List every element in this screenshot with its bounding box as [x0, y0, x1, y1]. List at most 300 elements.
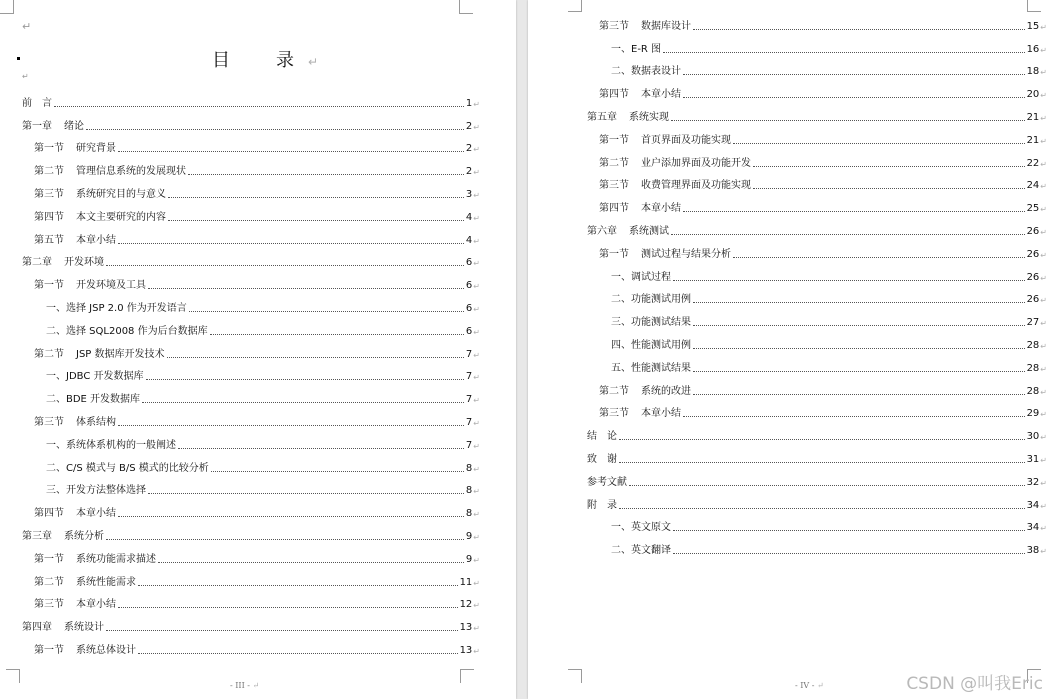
toc-page-number: 27 — [1026, 317, 1040, 329]
toc-entry[interactable] — [22, 202, 480, 225]
paragraph-mark: ↵ — [1040, 22, 1047, 32]
dot-leader — [673, 280, 1025, 281]
toc-list-left — [22, 88, 480, 658]
toc-entry-label — [34, 345, 165, 362]
toc-entry[interactable] — [587, 148, 1047, 171]
paragraph-mark: ↵ — [473, 236, 480, 246]
toc-page-number: 1 — [465, 97, 473, 109]
dot-leader — [211, 471, 464, 472]
toc-entry-label — [34, 185, 166, 202]
dot-leader — [629, 485, 1025, 486]
toc-entry[interactable] — [22, 453, 480, 476]
toc-entry[interactable] — [587, 444, 1047, 467]
toc-entry-label — [34, 641, 136, 658]
paragraph-mark: ↵ — [22, 72, 29, 81]
toc-entry-number: 第二节 — [34, 576, 64, 588]
toc-page-number: 4 — [465, 211, 473, 223]
toc-entry-text: 本章小结 — [76, 234, 116, 246]
toc-entry-text: 结 论 — [587, 431, 617, 443]
paragraph-mark: ↵ — [1040, 410, 1047, 420]
toc-entry-label — [611, 518, 671, 535]
toc-entry-label — [46, 459, 209, 476]
toc-entry[interactable] — [22, 362, 480, 385]
toc-entry-number: 第三节 — [34, 416, 64, 428]
dot-leader — [673, 530, 1025, 531]
toc-entry-text: 致 谢 — [587, 453, 617, 465]
toc-entry-number: 第一节 — [34, 553, 64, 565]
toc-entry[interactable] — [22, 476, 480, 499]
toc-entry-label — [46, 481, 146, 498]
toc-entry-label — [599, 382, 691, 399]
toc-entry[interactable] — [587, 353, 1047, 376]
toc-entry-label — [611, 290, 691, 307]
document-page-left — [0, 0, 516, 699]
toc-entry-label — [611, 62, 681, 79]
paragraph-mark: ↵ — [473, 168, 480, 178]
toc-entry[interactable] — [22, 590, 480, 613]
dot-leader — [671, 234, 1025, 235]
toc-entry-label — [34, 231, 116, 248]
toc-entry[interactable] — [22, 88, 480, 111]
toc-entry-text: 四、性能测试用例 — [611, 339, 691, 351]
toc-page-number: 34 — [1026, 499, 1040, 511]
toc-page-number: 6 — [465, 325, 473, 337]
toc-page-number: 25 — [1026, 203, 1040, 215]
paragraph-mark: ↵ — [1040, 227, 1047, 237]
crop-mark-top-left — [0, 0, 14, 14]
toc-entry[interactable] — [22, 156, 480, 179]
paragraph-mark: ↵ — [473, 396, 480, 406]
toc-entry-text: 系统研究目的与意义 — [76, 188, 166, 200]
toc-entry-text: 测试过程与结果分析 — [641, 248, 731, 260]
toc-entry-text: JSP 数据库开发技术 — [76, 348, 165, 360]
dot-leader — [693, 348, 1025, 349]
dot-leader — [158, 562, 464, 563]
dot-leader — [106, 265, 464, 266]
toc-entry-text: 系统分析 — [64, 530, 104, 542]
dot-leader — [683, 74, 1025, 75]
toc-entry-label — [611, 268, 671, 285]
toc-entry-label — [599, 245, 731, 262]
crop-mark-bottom-left — [6, 669, 20, 683]
toc-entry-text: 本文主要研究的内容 — [76, 211, 166, 223]
toc-entry-number: 第三章 — [22, 530, 52, 542]
toc-list-right — [587, 11, 1047, 558]
toc-entry-label — [587, 108, 669, 125]
toc-entry[interactable] — [587, 57, 1047, 80]
toc-entry-text: 研究背景 — [76, 143, 116, 155]
toc-page-number: 26 — [1026, 294, 1040, 306]
paragraph-mark: ↵ — [473, 555, 480, 565]
paragraph-mark: ↵ — [1040, 205, 1047, 215]
toc-entry-number: 第二节 — [599, 157, 629, 169]
paragraph-mark: ↵ — [473, 145, 480, 155]
toc-page-number: 22 — [1026, 157, 1040, 169]
toc-entry[interactable] — [587, 467, 1047, 490]
toc-entry[interactable] — [22, 270, 480, 293]
toc-entry[interactable] — [587, 285, 1047, 308]
paragraph-mark: ↵ — [1040, 250, 1047, 260]
toc-entry-label — [22, 527, 104, 544]
bullet-mark — [17, 57, 20, 60]
toc-entry-text: 收费管理界面及功能实现 — [641, 180, 751, 192]
toc-entry[interactable] — [22, 111, 480, 134]
toc-entry-label — [599, 154, 751, 171]
dot-leader — [673, 553, 1025, 554]
toc-page-number: 30 — [1026, 431, 1040, 443]
paragraph-mark: ↵ — [473, 578, 480, 588]
toc-entry-label — [587, 222, 669, 239]
toc-entry-number: 第一章 — [22, 120, 52, 132]
dot-leader — [693, 325, 1025, 326]
document-page-right — [528, 0, 1057, 699]
paragraph-mark: ↵ — [1040, 455, 1047, 465]
paragraph-mark: ↵ — [473, 601, 480, 611]
paragraph-mark: ↵ — [1040, 501, 1047, 511]
toc-page-number: 18 — [1026, 66, 1040, 78]
toc-entry-number: 第一节 — [34, 644, 64, 656]
paragraph-mark: ↵ — [473, 487, 480, 497]
toc-page-number: 26 — [1026, 271, 1040, 283]
dot-leader — [142, 402, 464, 403]
toc-page-number: 13 — [459, 622, 473, 634]
crop-mark-top-left — [568, 0, 582, 12]
dot-leader — [168, 197, 464, 198]
toc-entry[interactable] — [587, 239, 1047, 262]
dot-leader — [118, 425, 464, 426]
toc-entry-label — [599, 17, 691, 34]
dot-leader — [693, 29, 1025, 30]
dot-leader — [118, 151, 464, 152]
toc-entry-text: 绪论 — [64, 120, 84, 132]
dot-leader — [693, 371, 1025, 372]
dot-leader — [619, 508, 1025, 509]
toc-entry-label — [34, 208, 166, 225]
toc-entry-text: 系统性能需求 — [76, 576, 136, 588]
toc-entry-label — [46, 299, 187, 316]
dot-leader — [619, 439, 1025, 440]
toc-entry-number: 第四节 — [599, 89, 629, 101]
toc-entry[interactable] — [587, 490, 1047, 513]
toc-page-number: 2 — [465, 143, 473, 155]
paragraph-mark: ↵ — [1040, 433, 1047, 443]
csdn-watermark: CSDN @叫我Eric — [906, 674, 1043, 694]
dot-leader — [168, 220, 464, 221]
toc-entry-label — [611, 541, 671, 558]
paragraph-mark: ↵ — [1040, 319, 1047, 329]
toc-entry-label — [587, 496, 617, 513]
toc-page-number: 8 — [465, 485, 473, 497]
toc-entry-number: 第三节 — [34, 599, 64, 611]
toc-entry-text: 二、英文翻译 — [611, 545, 671, 557]
toc-entry-text: 二、功能测试用例 — [611, 294, 691, 306]
toc-entry-label — [46, 390, 140, 407]
toc-entry-label — [599, 131, 731, 148]
toc-entry-label — [611, 313, 691, 330]
toc-entry-label — [34, 573, 136, 590]
dot-leader — [118, 243, 464, 244]
toc-entry-number: 第一节 — [34, 280, 64, 292]
toc-entry-text: 系统设计 — [64, 622, 104, 634]
toc-entry-number: 第三节 — [34, 188, 64, 200]
toc-entry-number: 第五章 — [587, 111, 617, 123]
toc-entry[interactable] — [587, 34, 1047, 57]
toc-entry[interactable] — [587, 421, 1047, 444]
toc-entry-text: 系统测试 — [629, 225, 669, 237]
toc-page-number: 28 — [1026, 385, 1040, 397]
toc-entry-text: 一、系统体系机构的一般阐述 — [46, 439, 176, 451]
toc-entry-text: 系统的改进 — [641, 385, 691, 397]
toc-entry[interactable] — [587, 330, 1047, 353]
dot-leader — [693, 302, 1025, 303]
toc-entry-label — [22, 94, 52, 111]
toc-entry[interactable] — [587, 11, 1047, 34]
toc-entry[interactable] — [22, 384, 480, 407]
paragraph-mark: ↵ — [473, 418, 480, 428]
toc-entry-text: 本章小结 — [641, 203, 681, 215]
paragraph-mark: ↵ — [473, 646, 480, 656]
toc-page-number: 12 — [459, 599, 473, 611]
dot-leader — [118, 607, 458, 608]
toc-entry-number: 第二节 — [34, 166, 64, 178]
toc-page-number: 38 — [1026, 545, 1040, 557]
toc-entry-text: 二、BDE 开发数据库 — [46, 394, 141, 406]
toc-page-number: 8 — [465, 508, 473, 520]
toc-entry[interactable] — [587, 79, 1047, 102]
toc-entry[interactable] — [587, 216, 1047, 239]
dot-leader — [663, 52, 1025, 53]
crop-mark-bottom-right — [460, 669, 474, 683]
toc-entry-label — [34, 162, 186, 179]
toc-entry[interactable] — [22, 635, 480, 658]
toc-entry-number: 第二节 — [34, 348, 64, 360]
crop-mark-bottom-left — [568, 669, 582, 683]
paragraph-mark: ↵ — [1040, 45, 1047, 55]
toc-page-number: 11 — [459, 576, 473, 588]
toc-entry-text: 系统总体设计 — [76, 644, 136, 656]
toc-entry[interactable] — [22, 567, 480, 590]
toc-page-number: 20 — [1026, 89, 1040, 101]
toc-entry-text: 本章小结 — [76, 508, 116, 520]
toc-entry-text: 首页界面及功能实现 — [641, 134, 731, 146]
toc-page-number: 7 — [465, 394, 473, 406]
toc-entry[interactable] — [22, 179, 480, 202]
paragraph-mark: ↵ — [473, 441, 480, 451]
toc-page-number: 32 — [1026, 476, 1040, 488]
paragraph-mark: ↵ — [1040, 364, 1047, 374]
toc-entry-number: 第四节 — [34, 211, 64, 223]
toc-entry[interactable] — [587, 171, 1047, 194]
paragraph-mark: ↵ — [473, 259, 480, 269]
toc-entry[interactable] — [22, 339, 480, 362]
toc-entry-label — [587, 450, 617, 467]
dot-leader — [733, 143, 1025, 144]
crop-mark-top-right — [459, 0, 473, 14]
toc-entry[interactable] — [22, 430, 480, 453]
toc-entry[interactable] — [22, 521, 480, 544]
toc-entry[interactable] — [22, 407, 480, 430]
toc-entry-text: 管理信息系统的发展现状 — [76, 166, 186, 178]
toc-entry-label — [46, 436, 176, 453]
dot-leader — [189, 311, 464, 312]
toc-page-number: 6 — [465, 257, 473, 269]
toc-entry-label — [599, 404, 681, 421]
paragraph-mark: ↵ — [1040, 478, 1047, 488]
paragraph-mark: ↵ — [1040, 524, 1047, 534]
toc-page-number: 6 — [465, 302, 473, 314]
toc-entry-text: 业户添加界面及功能开发 — [641, 157, 751, 169]
toc-entry-label — [22, 117, 84, 134]
toc-entry-text: 一、JDBC 开发数据库 — [46, 371, 144, 383]
toc-entry-text: 系统功能需求描述 — [76, 553, 156, 565]
toc-entry-label — [599, 199, 681, 216]
toc-page-number: 21 — [1026, 111, 1040, 123]
paragraph-mark: ↵ — [473, 327, 480, 337]
toc-entry[interactable] — [22, 612, 480, 635]
toc-entry[interactable] — [22, 225, 480, 248]
toc-entry-text: 参考文献 — [587, 476, 627, 488]
toc-entry-number: 第四节 — [599, 203, 629, 215]
toc-entry-text: 本章小结 — [641, 89, 681, 101]
toc-entry-label — [611, 359, 691, 376]
toc-entry[interactable] — [587, 307, 1047, 330]
dot-leader — [619, 462, 1025, 463]
dot-leader — [106, 539, 464, 540]
toc-entry-label — [34, 595, 116, 612]
dot-leader — [683, 97, 1025, 98]
toc-entry[interactable] — [587, 102, 1047, 125]
paragraph-mark: ↵ — [473, 464, 480, 474]
toc-entry-label — [599, 176, 751, 193]
toc-entry-text: 二、C/S 模式与 B/S 模式的比较分析 — [46, 462, 209, 474]
toc-page-number: 24 — [1026, 180, 1040, 192]
dot-leader — [146, 379, 464, 380]
toc-entry-text: 五、性能测试结果 — [611, 362, 691, 374]
toc-page-number: 7 — [465, 371, 473, 383]
dot-leader — [733, 257, 1025, 258]
toc-entry-number: 第三节 — [599, 180, 629, 192]
toc-entry-label — [34, 550, 156, 567]
toc-entry-text: 二、选择 SQL2008 作为后台数据库 — [46, 325, 208, 337]
toc-entry-text: 开发环境及工具 — [76, 280, 146, 292]
toc-entry-number: 第四节 — [34, 508, 64, 520]
toc-entry[interactable] — [22, 544, 480, 567]
toc-entry-label — [587, 473, 627, 490]
dot-leader — [54, 106, 464, 107]
toc-page-number: 4 — [465, 234, 473, 246]
toc-entry-text: 三、开发方法整体选择 — [46, 485, 146, 497]
toc-entry[interactable] — [22, 316, 480, 339]
toc-page-number: 3 — [465, 188, 473, 200]
toc-entry[interactable] — [22, 134, 480, 157]
dot-leader — [148, 288, 464, 289]
dot-leader — [753, 166, 1025, 167]
paragraph-mark: ↵ — [473, 532, 480, 542]
dot-leader — [167, 357, 464, 358]
toc-page-number: 8 — [465, 462, 473, 474]
toc-entry[interactable] — [22, 248, 480, 271]
paragraph-mark: ↵ — [473, 190, 480, 200]
paragraph-mark: ↵ — [473, 213, 480, 223]
toc-page-number: 7 — [465, 416, 473, 428]
toc-entry[interactable] — [587, 193, 1047, 216]
paragraph-mark: ↵ — [473, 99, 480, 109]
toc-page-number: 28 — [1026, 362, 1040, 374]
toc-entry-text: 本章小结 — [641, 408, 681, 420]
toc-entry-label — [22, 253, 104, 270]
dot-leader — [693, 394, 1025, 395]
dot-leader — [138, 653, 458, 654]
paragraph-mark: ↵ — [473, 304, 480, 314]
toc-entry-text: 二、数据表设计 — [611, 66, 681, 78]
toc-page-number: 2 — [465, 120, 473, 132]
toc-entry-label — [611, 40, 661, 57]
dot-leader — [210, 334, 464, 335]
toc-page-number: 6 — [465, 280, 473, 292]
toc-entry-number: 第一节 — [599, 134, 629, 146]
toc-entry-text: 一、调试过程 — [611, 271, 671, 283]
toc-entry-text: 数据库设计 — [641, 20, 691, 32]
toc-entry-number: 第一节 — [34, 143, 64, 155]
toc-entry-number: 第五节 — [34, 234, 64, 246]
toc-page-number: 9 — [465, 553, 473, 565]
dot-leader — [671, 120, 1025, 121]
toc-entry-label — [34, 139, 116, 156]
toc-entry-text: 前 言 — [22, 97, 52, 109]
toc-entry[interactable] — [587, 535, 1047, 558]
toc-entry-number: 第三节 — [599, 20, 629, 32]
toc-entry-text: 附 录 — [587, 499, 617, 511]
paragraph-mark: ↵ — [473, 350, 480, 360]
toc-page-number: 34 — [1026, 522, 1040, 534]
dot-leader — [118, 516, 464, 517]
toc-entry-text: 三、功能测试结果 — [611, 317, 691, 329]
toc-entry-text: 一、选择 JSP 2.0 作为开发语言 — [46, 302, 187, 314]
dot-leader — [188, 174, 464, 175]
paragraph-mark: ↵ — [1040, 136, 1047, 146]
toc-entry-label — [599, 85, 681, 102]
toc-entry-text: 一、英文原文 — [611, 522, 671, 534]
toc-entry-label — [46, 367, 144, 384]
toc-page-number: 26 — [1026, 225, 1040, 237]
toc-page-number: 7 — [465, 439, 473, 451]
toc-entry[interactable] — [587, 125, 1047, 148]
dot-leader — [683, 211, 1025, 212]
toc-entry[interactable] — [587, 376, 1047, 399]
toc-entry[interactable] — [22, 498, 480, 521]
toc-entry[interactable] — [587, 513, 1047, 536]
toc-page-number: 16 — [1026, 43, 1040, 55]
toc-entry-label — [46, 322, 208, 339]
toc-entry-number: 第一节 — [599, 248, 629, 260]
toc-page-number: 26 — [1026, 248, 1040, 260]
toc-entry[interactable] — [587, 262, 1047, 285]
dot-leader — [138, 585, 458, 586]
paragraph-mark: ↵ — [1040, 159, 1047, 169]
toc-entry-number: 第二章 — [22, 257, 52, 269]
paragraph-mark: ↵ — [22, 20, 32, 33]
toc-entry[interactable] — [22, 293, 480, 316]
toc-title: 目 录↵ — [212, 50, 319, 71]
dot-leader — [86, 129, 464, 130]
toc-entry[interactable] — [587, 399, 1047, 422]
paragraph-mark: ↵ — [1040, 387, 1047, 397]
dot-leader — [106, 630, 458, 631]
paragraph-mark: ↵ — [473, 624, 480, 634]
paragraph-mark: ↵ — [1040, 91, 1047, 101]
toc-page-number: 29 — [1026, 408, 1040, 420]
page-footer: - III - ↵ — [230, 681, 260, 690]
